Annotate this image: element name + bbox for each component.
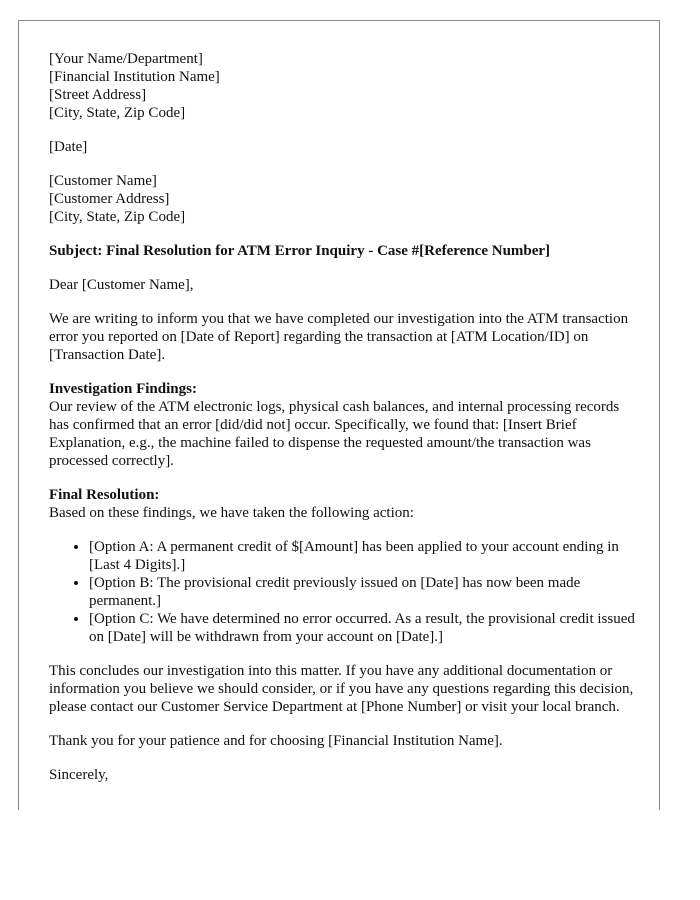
recipient-city-state-zip: [City, State, Zip Code]	[49, 209, 186, 225]
closing: Sincerely,	[49, 767, 109, 783]
subject-line: Subject: Final Resolution for ATM Error Inquiry - Case #[Reference Number]	[49, 243, 551, 259]
recipient-name: [Customer Name]	[49, 173, 157, 189]
letter-page	[18, 20, 660, 810]
intro-paragraph: We are writing to inform you that we have completed our investigation into the ATM transaction error you reported on [Date of Report] regarding the transaction at [ATM Location/ID] on [Transaction Date].	[49, 311, 629, 363]
recipient-address-block	[49, 172, 641, 226]
date-block	[49, 138, 641, 156]
resolution-option-b: • [Option B: The provisional credit previously issued on [Date] has now been made permanent.]	[89, 574, 641, 610]
sender-address-block	[49, 50, 641, 122]
resolution-options-list	[49, 538, 641, 646]
letter-content	[49, 50, 641, 784]
findings-text: Our review of the ATM electronic logs, physical cash balances, and internal processing records has confirmed that an error [did/did not] occur. Specifically, we found that: [Insert Brief Explanation, e.g., the machine failed to dispense the requested amount/the transaction was processed correctly].	[49, 399, 620, 469]
findings-section	[49, 380, 641, 470]
resolution-text: Based on these findings, we have taken the following action:	[49, 505, 414, 521]
findings-heading: Investigation Findings:	[49, 381, 197, 397]
resolution-heading: Final Resolution:	[49, 487, 160, 503]
resolution-option-c: • [Option C: We have determined no error occurred. As a result, the provisional credit issued on [Date] will be withdrawn from your account on [Date].]	[89, 610, 641, 646]
sender-name-department: [Your Name/Department]	[49, 51, 203, 67]
sender-city-state-zip: [City, State, Zip Code]	[49, 105, 186, 121]
resolution-section	[49, 486, 641, 646]
thanks-paragraph: Thank you for your patience and for choosing [Financial Institution Name].	[49, 733, 503, 749]
sender-institution: [Financial Institution Name]	[49, 69, 220, 85]
recipient-address: [Customer Address]	[49, 191, 170, 207]
letter-date: [Date]	[49, 139, 88, 155]
salutation: Dear [Customer Name],	[49, 277, 194, 293]
sender-street: [Street Address]	[49, 87, 147, 103]
resolution-option-a: • [Option A: A permanent credit of $[Amount] has been applied to your account ending in [Last 4 Digits].]	[89, 538, 641, 574]
conclusion-paragraph: This concludes our investigation into this matter. If you have any additional documentation or information you believe we should consider, or if you have any questions regarding this decision, please contact our Customer Service Department at [Phone Number] or visit your local branch.	[49, 663, 634, 715]
